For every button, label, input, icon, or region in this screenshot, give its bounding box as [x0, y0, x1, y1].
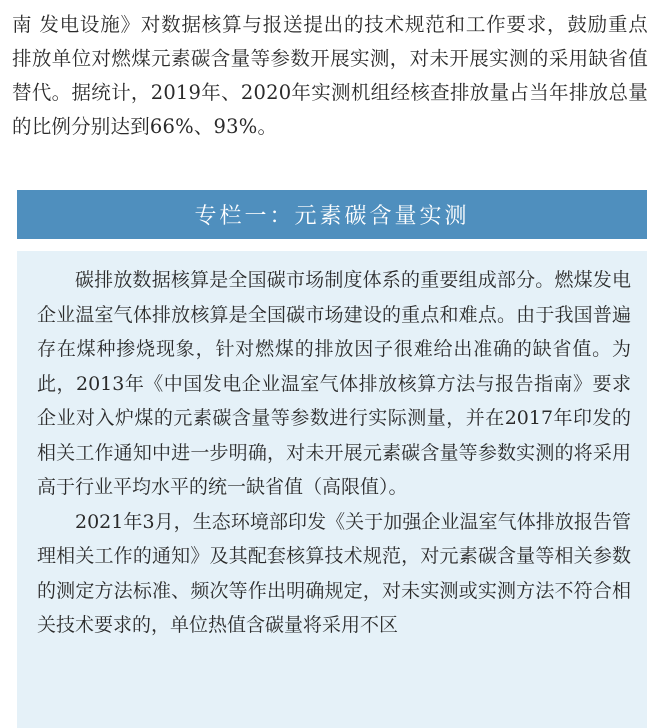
column-paragraph-1: 碳排放数据核算是全国碳市场制度体系的重要组成部分。燃煤发电企业温室气体排放核算是全国碳市场建设的重点和难点。由于我国普遍存在煤种掺烧现象，针对燃煤的排放因子很难给出准确的缺省值。为此，2013年《中国发电企业温室气体排放核算方法与报告指南》要求企业对入炉煤的元素碳含量等参数进行实际测量，并在2017年印发的相关工作通知中进一步明确，对未开展元素碳含量等参数实测的将采用高于行业平均水平的统一缺省值（高限值）。 [37, 269, 631, 498]
column-title: 专栏一：元素碳含量实测 [17, 190, 647, 239]
column-body [17, 251, 647, 728]
column-paragraph-2: 2021年3月，生态环境部印发《关于加强企业温室气体排放报告管理相关工作的通知》及其配套核算技术规范，对元素碳含量等相关参数的测定方法标准、频次等作出明确规定，对未实测或实测方法不符合相关技术要求的，单位热值含碳量将采用不区 [37, 510, 631, 636]
intro-paragraph: 南 发电设施》对数据核算与报送提出的技术规范和工作要求，鼓励重点排放单位对燃煤元素碳含量等参数开展实测，对未开展实测的采用缺省值替代。据统计，2019年、2020年实测机组经核查排放量占当年排放总量的比例分别达到66%、93%。 [12, 13, 648, 138]
